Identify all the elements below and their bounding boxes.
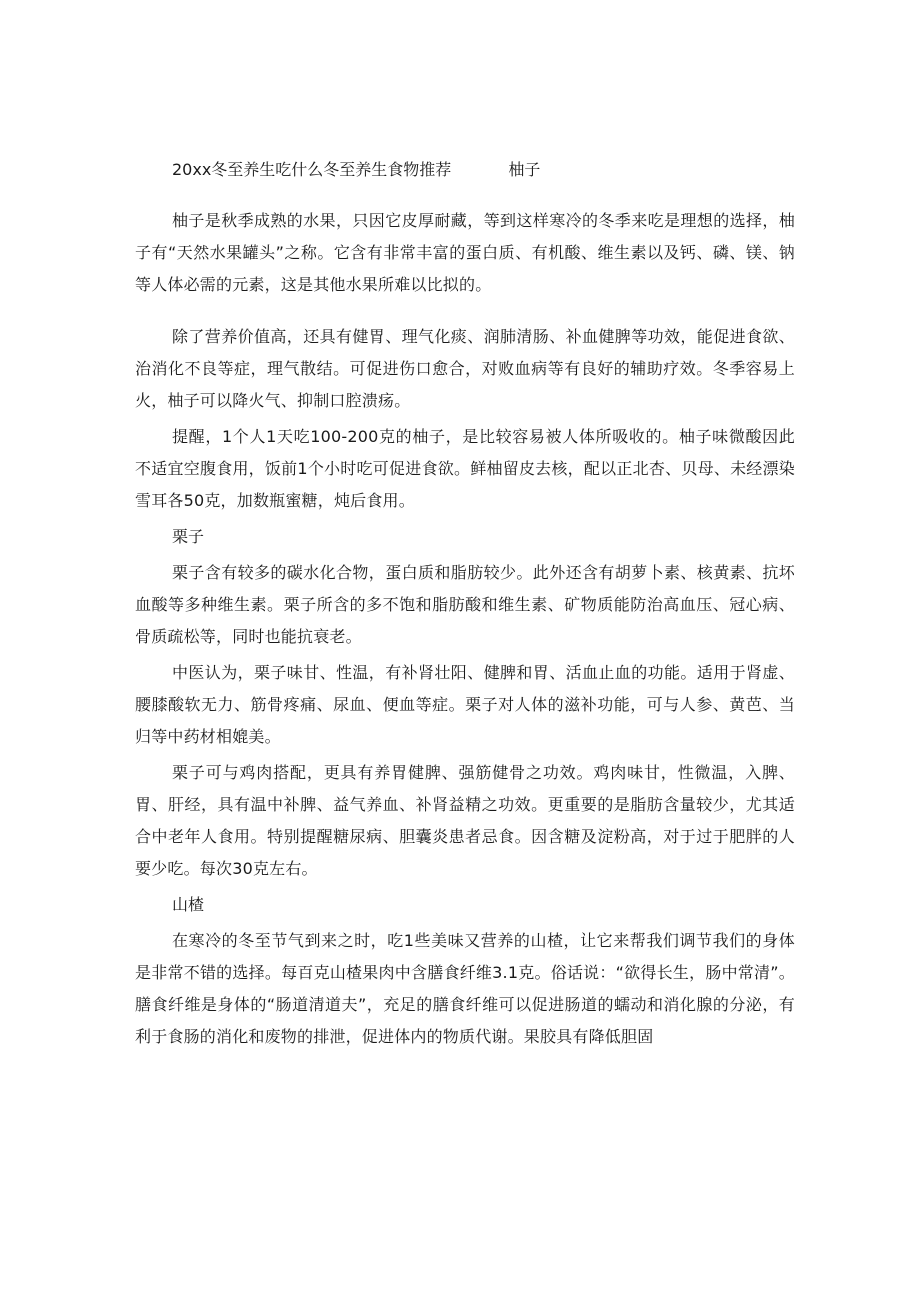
document-title: [135, 155, 795, 185]
section-heading-youzi: 柚子: [508, 160, 541, 179]
paragraph-youzi-3: 提醒，1个人1天吃100-200克的柚子，是比较容易被人体所吸收的。柚子味微酸因此不适宜空腹食用，饭前1个小时吃可促进食欲。鲜柚留皮去核，配以正北杏、贝母、未经漂染雪耳各50克，加数瓶蜜糖，炖后食用。: [135, 427, 795, 510]
section-heading-shanzha: 山楂: [172, 895, 205, 914]
paragraph-lizi-3: 栗子可与鸡肉搭配，更具有养胃健脾、强筋健骨之功效。鸡肉味甘，性微温，入脾、胃、肝经，具有温中补脾、益气养血、补肾益精之功效。更重要的是脂肪含量较少，尤其适合中老年人食用。特别提醒糖尿病、胆囊炎患者忌食。因含糖及淀粉高，对于过于肥胖的人要少吃。每次30克左右。: [135, 763, 795, 878]
paragraph-shanzha-1: 在寒冷的冬至节气到来之时，吃1些美味又营养的山楂，让它来帮我们调节我们的身体是非常不错的选择。每百克山楂果肉中含膳食纤维3.1克。俗话说：“欲得长生，肠中常清”。膳食纤维是身体的“肠道清道夫”，充足的膳食纤维可以促进肠道的蠕动和消化腺的分泌，有利于食肠的消化和废物的排泄，促进体内的物质代谢。果胶具有降低胆固: [135, 931, 795, 1046]
title-main: 20xx冬至养生吃什么冬至养生食物推荐: [172, 160, 452, 179]
paragraph-youzi-1: 柚子是秋季成熟的水果，只因它皮厚耐藏，等到这样寒冷的冬季来吃是理想的选择，柚子有“天然水果罐头”之称。它含有非常丰富的蛋白质、有机酸、维生素以及钙、磷、镁、钠等人体必需的元素，这是其他水果所难以比拟的。: [135, 211, 795, 294]
document-body: [135, 155, 795, 1053]
section-heading-lizi: 栗子: [172, 527, 205, 546]
paragraph-lizi-1: 栗子含有较多的碳水化合物，蛋白质和脂肪较少。此外还含有胡萝卜素、核黄素、抗坏血酸等多种维生素。栗子所含的多不饱和脂肪酸和维生素、矿物质能防治高血压、冠心病、骨质疏松等，同时也能抗衰老。: [135, 563, 795, 646]
paragraph-youzi-2: 除了营养价值高，还具有健胃、理气化痰、润肺清肠、补血健脾等功效，能促进食欲、治消化不良等症，理气散结。可促进伤口愈合，对败血病等有良好的辅助疗效。冬季容易上火，柚子可以降火气、抑制口腔溃疡。: [135, 327, 795, 410]
paragraph-lizi-2: 中医认为，栗子味甘、性温，有补肾壮阳、健脾和胃、活血止血的功能。适用于肾虚、腰膝酸软无力、筋骨疼痛、尿血、便血等症。栗子对人体的滋补功能，可与人参、黄芭、当归等中药材相媲美。: [135, 663, 795, 746]
